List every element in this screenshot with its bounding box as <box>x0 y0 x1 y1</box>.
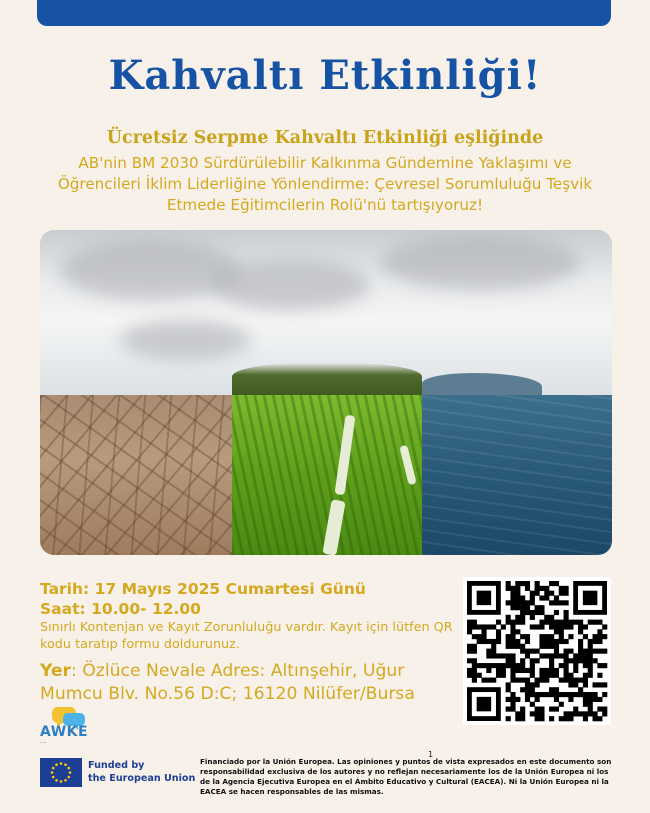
tree-line <box>232 363 422 397</box>
location-label: Yer <box>40 661 72 681</box>
awke-tagline: ····· <box>40 740 47 745</box>
dry-cracked-soil <box>40 395 232 555</box>
eu-funding-text <box>88 760 195 785</box>
event-description: AB'nin BM 2030 Sürdürülebilir Kalkınma Gündemine Yaklaşımı ve Öğrencileri İklim Liderliğine Yönlendirme: Çevresel Sorumluluğu Teşvik Etmede Eğitimcilerin Rolü'nü tartışıyoruz! <box>57 154 593 214</box>
eu-line-1: Funded by <box>88 760 145 771</box>
sea-water <box>422 395 612 555</box>
page-number: 1 <box>428 750 434 759</box>
eu-disclaimer: Financiado por la Unión Europea. Las opiniones y puntos de vista expresados en este documento son responsabilidad exclusiva de los autores y no reflejan necesariamente los de la Unión Europea ni los de la Agencia Ejecutiva Europea en el Ámbito Educativo y Cultural (EACEA). Ni la Unión Europea ni la EACEA se hacen responsables de las mismas. <box>200 757 612 796</box>
registration-note: Sınırlı Kontenjan ve Kayıt Zorunluluğu vardır. Kayıt için lütfen QR kodu taratıp formu doldurunuz. <box>40 620 453 652</box>
distant-mountain <box>422 373 542 397</box>
event-time: Saat: 10.00- 12.00 <box>40 600 201 618</box>
page-title: Kahvaltı Etkinliği! <box>108 52 542 99</box>
qr-code-icon[interactable] <box>463 577 611 725</box>
event-location <box>40 660 450 706</box>
top-banner-bar <box>37 0 611 26</box>
subtitle: Ücretsiz Serpme Kahvaltı Etkinliği eşliğinde <box>106 128 544 148</box>
eu-line-2: the European Union <box>88 772 196 784</box>
awke-logo-text: AWKE <box>40 724 89 740</box>
eu-flag-icon <box>40 758 82 787</box>
rice-field <box>232 395 422 555</box>
climate-collage-image <box>40 230 612 555</box>
event-date: Tarih: 17 Mayıs 2025 Cumartesi Günü <box>40 580 366 598</box>
location-address: : Özlüce Nevale Adres: Altınşehir, Uğur Mumcu Blv. No.56 D:C; 16120 Nilüfer/Bursa <box>40 661 415 704</box>
